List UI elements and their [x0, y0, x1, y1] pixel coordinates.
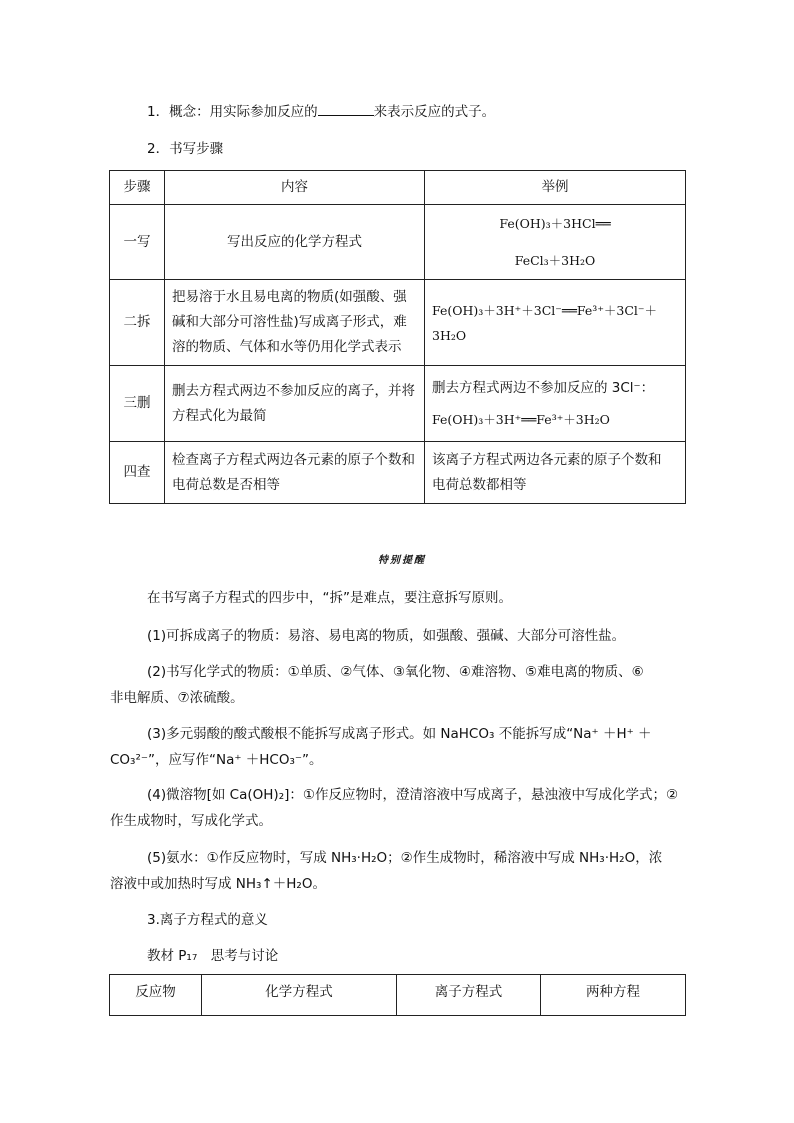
header-ionic-equation: 离子方程式	[397, 975, 541, 1016]
example-line: 电荷总数都相等	[432, 476, 527, 493]
table-row	[110, 280, 686, 366]
example-line: 删去方程式两边不参加反应的 3Cl⁻：	[432, 379, 655, 396]
step-cell: 四查	[110, 442, 165, 504]
textbook-ref: 教材 P₁₇ 思考与讨论	[147, 948, 279, 964]
fill-blank	[318, 103, 374, 116]
tip-title: 特别提醒	[378, 555, 426, 566]
concept-prefix: 1．概念：用实际参加反应的	[147, 104, 318, 120]
example-line: 3H₂O	[432, 327, 467, 343]
concept-line	[147, 100, 495, 120]
example-cell	[425, 280, 686, 366]
example-line: 该离子方程式两边各元素的原子个数和	[432, 451, 662, 468]
content-cell: 写出反应的化学方程式	[165, 205, 425, 280]
comparison-table-header	[110, 975, 686, 1016]
concept-suffix: 来表示反应的式子。	[373, 104, 496, 120]
example-line: Fe(OH)₃＋3HCl══	[499, 216, 611, 231]
tip-item-4-cont: 作生成物时，写成化学式。	[110, 813, 272, 829]
steps-heading: 2．书写步骤	[147, 141, 224, 157]
meaning-heading: 3.离子方程式的意义	[147, 912, 268, 928]
steps-table-header	[110, 171, 686, 205]
header-chemical-equation: 化学方程式	[202, 975, 397, 1016]
table-row	[110, 205, 686, 280]
example-cell	[425, 205, 686, 280]
tip-item-2: (2)书写化学式的物质：①单质、②气体、③氧化物、④难溶物、⑤难电离的物质、⑥	[147, 664, 644, 680]
example-cell	[425, 366, 686, 442]
tip-item-4: (4)微溶物[如 Ca(OH)₂]：①作反应物时，澄清溶液中写成离子，悬浊液中写成化学式；②	[147, 787, 679, 803]
steps-table	[109, 170, 686, 504]
content-cell: 删去方程式两边不参加反应的离子，并将方程式化为最简	[165, 366, 425, 442]
step-cell: 二拆	[110, 280, 165, 366]
table-row	[110, 366, 686, 442]
tip-item-5-cont: 溶液中或加热时写成 NH₃↑＋H₂O。	[110, 876, 326, 892]
example-line: Fe(OH)₃＋3H⁺＋3Cl⁻══Fe³⁺＋3Cl⁻＋	[432, 302, 658, 318]
example-line: FeCl₃＋3H₂O	[514, 253, 596, 268]
example-line: Fe(OH)₃＋3H⁺══Fe³⁺＋3H₂O	[432, 411, 610, 427]
example-cell	[425, 442, 686, 504]
step-cell: 一写	[110, 205, 165, 280]
table-row	[110, 442, 686, 504]
tip-item-1: (1)可拆成离子的物质：易溶、易电离的物质，如强酸、强碱、大部分可溶性盐。	[147, 628, 626, 644]
header-step: 步骤	[110, 171, 165, 205]
comparison-table	[109, 974, 686, 1016]
step-cell: 三删	[110, 366, 165, 442]
content-cell: 检查离子方程式两边各元素的原子个数和电荷总数是否相等	[165, 442, 425, 504]
header-example: 举例	[425, 171, 686, 205]
tip-item-2-cont: 非电解质、⑦浓硫酸。	[110, 690, 244, 706]
header-two-equations: 两种方程	[541, 975, 686, 1016]
tip-intro: 在书写离子方程式的四步中，“拆”是难点，要注意拆写原则。	[147, 590, 512, 606]
header-content: 内容	[165, 171, 425, 205]
tip-item-3-cont: CO₃²⁻”，应写作“Na⁺ ＋HCO₃⁻”。	[110, 752, 323, 768]
tip-item-5: (5)氨水：①作反应物时，写成 NH₃·H₂O；②作生成物时，稀溶液中写成 NH₃·H₂O，浓	[147, 850, 663, 866]
tip-item-3: (3)多元弱酸的酸式酸根不能拆写成离子形式。如 NaHCO₃ 不能拆写成“Na⁺ ＋H⁺ ＋	[147, 726, 652, 742]
content-cell: 把易溶于水且易电离的物质(如强酸、强碱和大部分可溶性盐)写成离子形式，难溶的物质、气体和水等仍用化学式表示	[165, 280, 425, 366]
header-reactants: 反应物	[110, 975, 202, 1016]
